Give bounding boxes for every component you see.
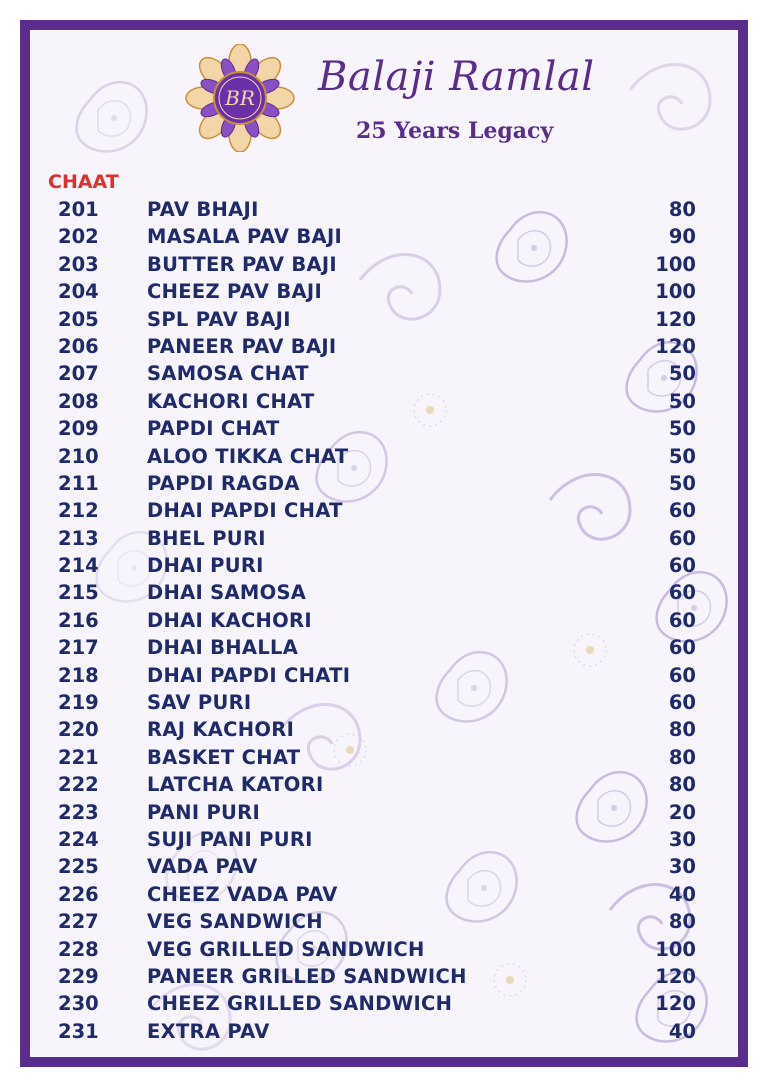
menu-item-name: CHEEZ VADA PAV [147,882,338,906]
menu-item-row [48,306,696,333]
menu-item-price: 60 [668,663,696,687]
menu-item-name: BHEL PURI [147,526,266,550]
menu-item-price: 100 [655,280,696,304]
menu-item-name: SAV PURI [147,691,252,715]
menu-item-price: 120 [655,992,696,1016]
menu-item-code: 205 [58,307,99,331]
menu-item-row [48,990,696,1017]
menu-item-code: 203 [58,252,99,276]
brand-tagline: 25 Years Legacy [356,118,554,144]
menu-item-row [48,552,696,579]
menu-item-price: 90 [668,225,696,249]
menu-item-price: 120 [655,334,696,358]
menu-item-code: 230 [58,992,99,1016]
menu-item-row [48,826,696,853]
menu-item-code: 214 [58,554,99,578]
menu-item-code: 202 [58,225,99,249]
brand-name: Balaji Ramlal [318,54,595,100]
menu-item-code: 226 [58,882,99,906]
menu-item-name: CHEEZ PAV BAJI [147,280,323,304]
menu-item-name: CHEEZ GRILLED SANDWICH [147,992,453,1016]
menu-item-code: 223 [58,800,99,824]
menu-item-price: 80 [668,745,696,769]
menu-item-name: PAPDI RAGDA [147,471,300,495]
menu-item-price: 50 [668,389,696,413]
menu-item-code: 219 [58,691,99,715]
menu-item-name: PANEER PAV BAJI [147,334,337,358]
menu-item-price: 60 [668,608,696,632]
menu-item-code: 218 [58,663,99,687]
menu-item-name: BUTTER PAV BAJI [147,252,337,276]
menu-item-code: 228 [58,937,99,961]
menu-item-row [48,744,696,771]
menu-item-price: 40 [668,882,696,906]
menu-item-price: 50 [668,417,696,441]
menu-item-price: 60 [668,691,696,715]
menu-item-row [48,908,696,935]
menu-header [30,30,738,170]
menu-item-price: 80 [668,718,696,742]
menu-item-name: KACHORI CHAT [147,389,315,413]
menu-item-price: 120 [655,307,696,331]
menu-item-price: 80 [668,198,696,221]
menu-item-code: 209 [58,417,99,441]
menu-item-code: 211 [58,471,99,495]
menu-item-name: PAPDI CHAT [147,417,280,441]
menu-item-row [48,388,696,415]
menu-item-code: 201 [58,198,99,221]
menu-item-row [48,360,696,387]
menu-item-row [48,607,696,634]
menu-item-row [48,525,696,552]
menu-item-code: 220 [58,718,99,742]
menu-item-price: 60 [668,581,696,605]
menu-item-row [48,251,696,278]
menu-item-name: SAMOSA CHAT [147,362,309,386]
menu-frame [20,20,748,1067]
menu-item-name: EXTRA PAV [147,1019,270,1043]
menu-item-price: 20 [668,800,696,824]
menu-item-code: 213 [58,526,99,550]
menu-item-name: MASALA PAV BAJI [147,225,343,249]
menu-item-row [48,662,696,689]
menu-item-row [48,634,696,661]
menu-item-name: PANI PURI [147,800,261,824]
category-heading: CHAAT [48,171,119,193]
menu-item-row [48,1018,696,1045]
menu-item-name: VADA PAV [147,855,258,879]
menu-item-row [48,881,696,908]
menu-item-code: 206 [58,334,99,358]
menu-item-price: 30 [668,855,696,879]
menu-item-code: 210 [58,444,99,468]
menu-item-code: 207 [58,362,99,386]
menu-item-name: VEG SANDWICH [147,910,323,934]
menu-item-price: 60 [668,636,696,660]
menu-item-name: BASKET CHAT [147,745,301,769]
menu-item-name: RAJ KACHORI [147,718,295,742]
menu-item-row [48,799,696,826]
menu-item-code: 204 [58,280,99,304]
menu-item-price: 120 [655,964,696,988]
menu-item-code: 224 [58,827,99,851]
menu-item-name: DHAI PURI [147,554,264,578]
menu-item-row [48,196,696,223]
menu-item-price: 100 [655,252,696,276]
menu-item-code: 216 [58,608,99,632]
menu-item-row [48,223,696,250]
menu-item-name: SPL PAV BAJI [147,307,291,331]
menu-item-name: ALOO TIKKA CHAT [147,444,349,468]
menu-item-name: LATCHA KATORI [147,773,324,797]
menu-item-code: 231 [58,1019,99,1043]
menu-item-price: 50 [668,444,696,468]
menu-item-row [48,470,696,497]
menu-item-code: 225 [58,855,99,879]
menu-item-code: 222 [58,773,99,797]
menu-item-row [48,579,696,606]
menu-item-name: DHAI BHALLA [147,636,299,660]
menu-item-row [48,415,696,442]
menu-item-row [48,853,696,880]
menu-item-code: 229 [58,964,99,988]
menu-item-row [48,716,696,743]
menu-item-code: 212 [58,499,99,523]
menu-item-price: 80 [668,773,696,797]
menu-item-row [48,443,696,470]
menu-item-name: DHAI PAPDI CHATI [147,663,351,687]
menu-item-row [48,278,696,305]
menu-item-row [48,963,696,990]
menu-item-price: 50 [668,471,696,495]
menu-item-name: PANEER GRILLED SANDWICH [147,964,467,988]
menu-item-row [48,333,696,360]
menu-list [48,196,696,1045]
menu-item-name: PAV BHAJI [147,198,259,221]
menu-item-code: 227 [58,910,99,934]
menu-item-row [48,497,696,524]
lotus-logo-icon [178,44,302,152]
menu-item-price: 40 [668,1019,696,1043]
logo-monogram: BR [225,86,255,110]
menu-item-code: 217 [58,636,99,660]
menu-item-name: DHAI PAPDI CHAT [147,499,343,523]
menu-item-name: DHAI SAMOSA [147,581,307,605]
menu-item-row [48,689,696,716]
menu-item-name: SUJI PANI PURI [147,827,313,851]
menu-item-code: 221 [58,745,99,769]
menu-item-row [48,771,696,798]
menu-item-price: 80 [668,910,696,934]
menu-item-price: 60 [668,554,696,578]
menu-item-price: 30 [668,827,696,851]
menu-item-price: 60 [668,499,696,523]
menu-item-code: 215 [58,581,99,605]
menu-item-price: 60 [668,526,696,550]
menu-item-name: DHAI KACHORI [147,608,312,632]
menu-item-row [48,936,696,963]
menu-item-price: 50 [668,362,696,386]
menu-item-code: 208 [58,389,99,413]
menu-item-price: 100 [655,937,696,961]
menu-item-name: VEG GRILLED SANDWICH [147,937,425,961]
